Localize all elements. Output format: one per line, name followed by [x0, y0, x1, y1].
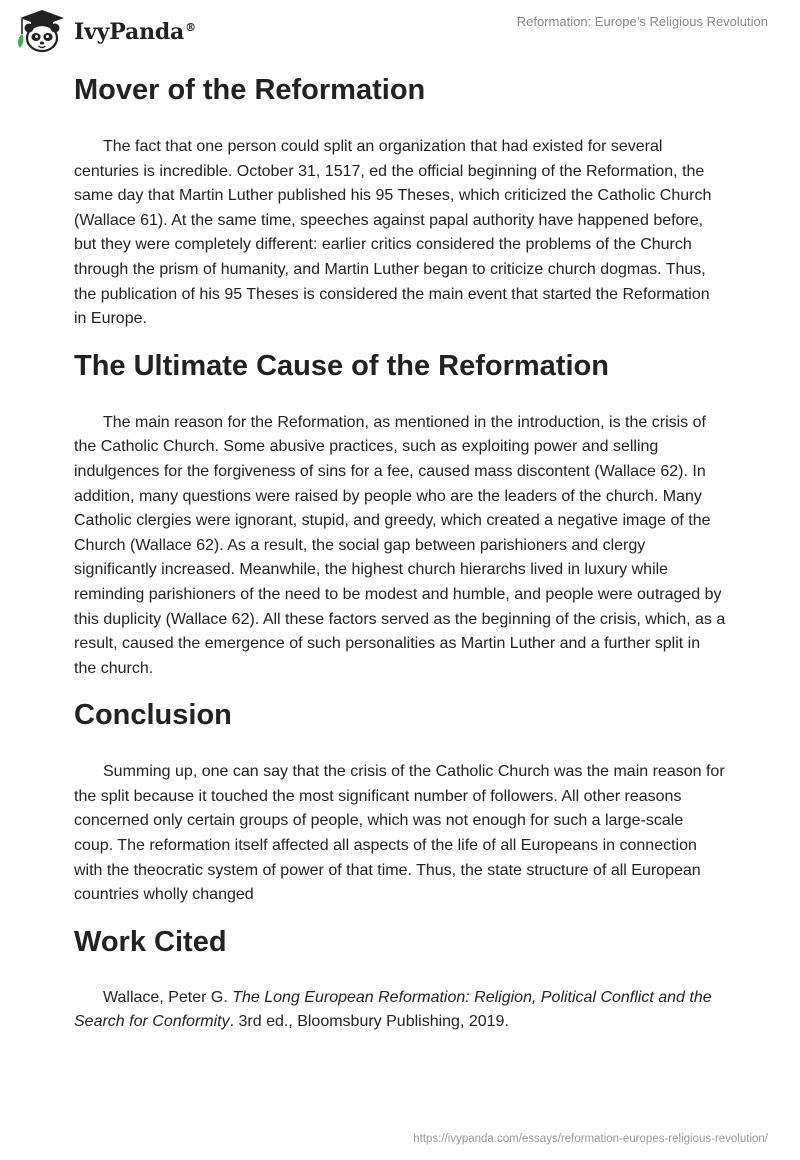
citation-author: Wallace, Peter G. — [103, 988, 233, 1006]
section-heading-conclusion: Conclusion — [74, 699, 232, 732]
brand-name: IvyPanda® — [74, 19, 196, 45]
citation-publication: . 3rd ed., Bloomsbury Publishing, 2019. — [229, 1013, 509, 1031]
essay-body — [74, 70, 726, 1035]
page-header — [0, 0, 800, 62]
citation-title: The Long European Reformation: Religion, Political Conflict and the Search for Conformity — [74, 988, 712, 1031]
section-heading-ultimate-cause: The Ultimate Cause of the Reformation — [74, 349, 609, 382]
document-title: Reformation: Europe’s Religious Revolution — [516, 14, 768, 29]
citation-entry — [74, 986, 726, 1035]
section-paragraph-mover: The fact that one person could split an organization that had existed for several centuries is incredible. October 31, 1517, ed the official beginning of the Reformation, the same day that Martin Luther published his 95 Theses, which criticized the Catholic Church (Wallace 61). At the same time, speeches against papal authority have happened before, but they were completely different: earlier critics considered the problems of the Church through the prism of humanity, and Martin Luther began to criticize church dogmas. Thus, the publication of his 95 Theses is considered the main event that started the Reformation in Europe. — [74, 138, 712, 328]
ivypanda-logo[interactable] — [14, 8, 196, 54]
section-heading-work-cited: Work Cited — [74, 925, 227, 958]
section-paragraph-ultimate-cause: The main reason for the Reformation, as mentioned in the introduction, is the crisis of the Catholic Church. Some abusive practices, such as exploiting power and selling indulgences for the forgiveness of sins for a fee, caused mass discontent (Wallace 62). In addition, many questions were raised by people who are the leaders of the church. Many Catholic clergies were ignorant, stupid, and greedy, which created a negative image of the Church (Wallace 62). As a result, the social gap between parishioners and clergy significantly increased. Meanwhile, the highest church hierarchs lived in luxury while reminding parishioners of the need to be modest and humble, and people were outraged by this duplicity (Wallace 62). All these factors served as the beginning of the crisis, which, as a result, caused the emergence of such personalities as Martin Luther and a further split in the church. — [74, 413, 726, 677]
panda-graduate-icon — [14, 8, 70, 54]
section-paragraph-conclusion: Summing up, one can say that the crisis of the Catholic Church was the main reason for the split because it touched the most significant number of followers. All other reasons concerned only certain groups of people, which was not enough for such a large-scale coup. The reformation itself affected all aspects of the life of all Europeans in connection with the theocratic system of power of that time. Thus, the state structure of all European countries wholly changed — [74, 763, 725, 904]
source-url[interactable]: https://ivypanda.com/essays/reformation-europes-religious-revolution/ — [413, 1133, 768, 1145]
section-heading-mover: Mover of the Reformation — [74, 74, 426, 106]
